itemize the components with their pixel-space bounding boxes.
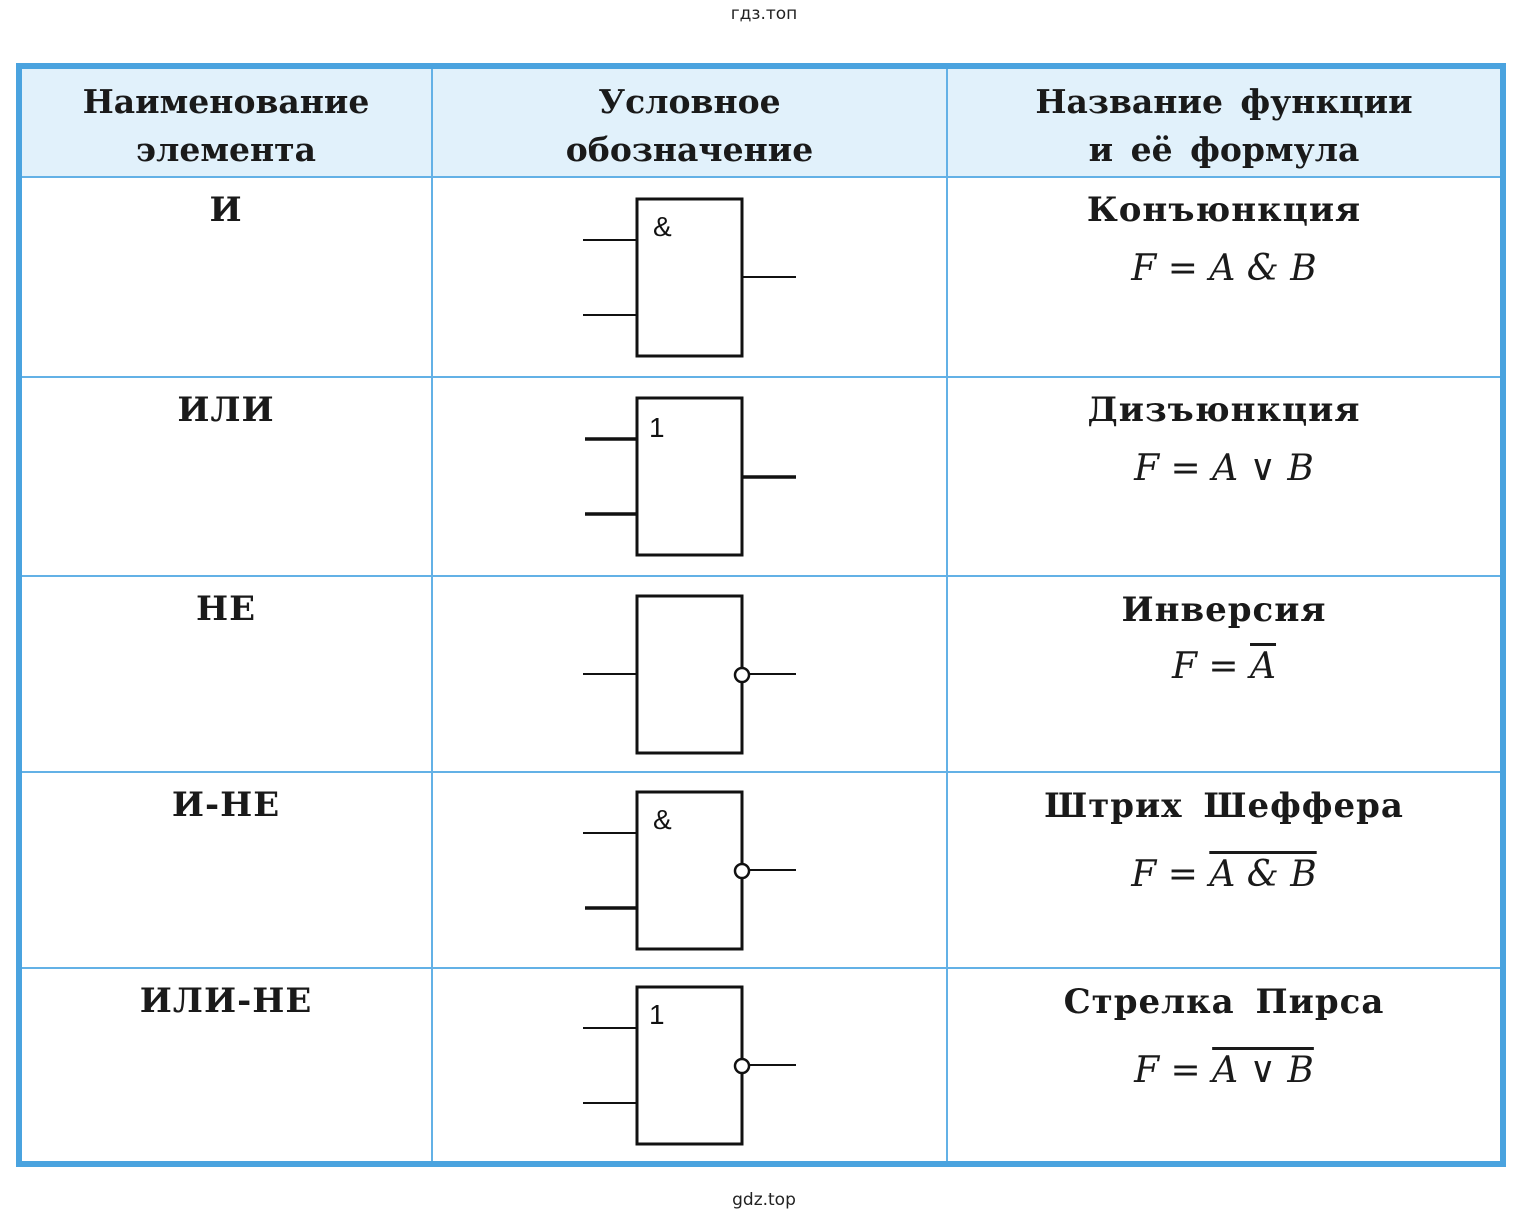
inversion-circle-icon	[735, 1059, 749, 1073]
element-name: И	[209, 190, 243, 230]
function-name: Стрелка Пирса	[1063, 982, 1385, 1022]
function-name: Инверсия	[1121, 590, 1327, 630]
formula-lhs: F =	[1131, 854, 1210, 895]
formula	[948, 1050, 1500, 1091]
formula-lhs: F =	[1134, 1050, 1213, 1091]
formula-lhs: F =	[1131, 248, 1210, 289]
and-gate-symbol	[560, 190, 820, 370]
row-divider	[22, 376, 1500, 378]
formula	[948, 448, 1500, 489]
header-function	[948, 78, 1500, 174]
function-name: Конъюнкция	[1086, 190, 1362, 230]
row-divider	[22, 575, 1500, 577]
formula	[948, 248, 1500, 289]
row-divider	[22, 176, 1500, 178]
watermark-bottom: gdz.top	[732, 1190, 796, 1210]
watermark-top: гдз.топ	[730, 4, 798, 24]
header-col3-line1: Название функции	[1035, 82, 1413, 121]
formula-rhs: A ∨ B	[1212, 448, 1314, 489]
formula-rhs-overlined: A ∨ B	[1212, 1050, 1314, 1091]
gate-label: 1	[649, 999, 665, 1030]
nor-gate-symbol	[560, 978, 820, 1158]
row-divider	[22, 771, 1500, 773]
formula-lhs: F =	[1134, 448, 1213, 489]
header-col1-line1: Наименование	[82, 82, 370, 121]
inversion-circle-icon	[735, 864, 749, 878]
header-col2-line2: обозначение	[565, 130, 814, 169]
not-gate-symbol	[560, 587, 820, 767]
formula-rhs-overlined: $\overline{A}$	[1250, 646, 1277, 687]
or-gate-symbol	[560, 389, 820, 569]
function-name: Штрих Шеффера	[1044, 786, 1404, 826]
formula-rhs: A & B	[1209, 248, 1317, 289]
function-name: Дизъюнкция	[1087, 390, 1361, 430]
header-element-name	[22, 78, 430, 174]
gate-label: &	[653, 211, 672, 242]
inversion-circle-icon	[735, 668, 749, 682]
formula-lhs: F =	[1171, 646, 1251, 687]
formula	[948, 646, 1500, 687]
header-col3-line2: и её формула	[1088, 130, 1360, 169]
formula	[948, 854, 1500, 895]
element-name: И-НЕ	[171, 785, 281, 825]
nand-gate-symbol	[560, 783, 820, 963]
header-col1-line2: элемента	[135, 130, 316, 169]
header-symbol	[433, 78, 946, 174]
formula-rhs-overlined: A & B	[1209, 854, 1317, 895]
header-col2-line1: Условное	[598, 82, 781, 121]
row-divider	[22, 967, 1500, 969]
element-name: ИЛИ	[177, 390, 275, 430]
gate-label: 1	[649, 412, 665, 443]
gate-label: &	[653, 804, 672, 835]
element-name: ИЛИ-НЕ	[139, 981, 313, 1021]
element-name: НЕ	[195, 589, 257, 629]
column-divider	[431, 69, 433, 1161]
